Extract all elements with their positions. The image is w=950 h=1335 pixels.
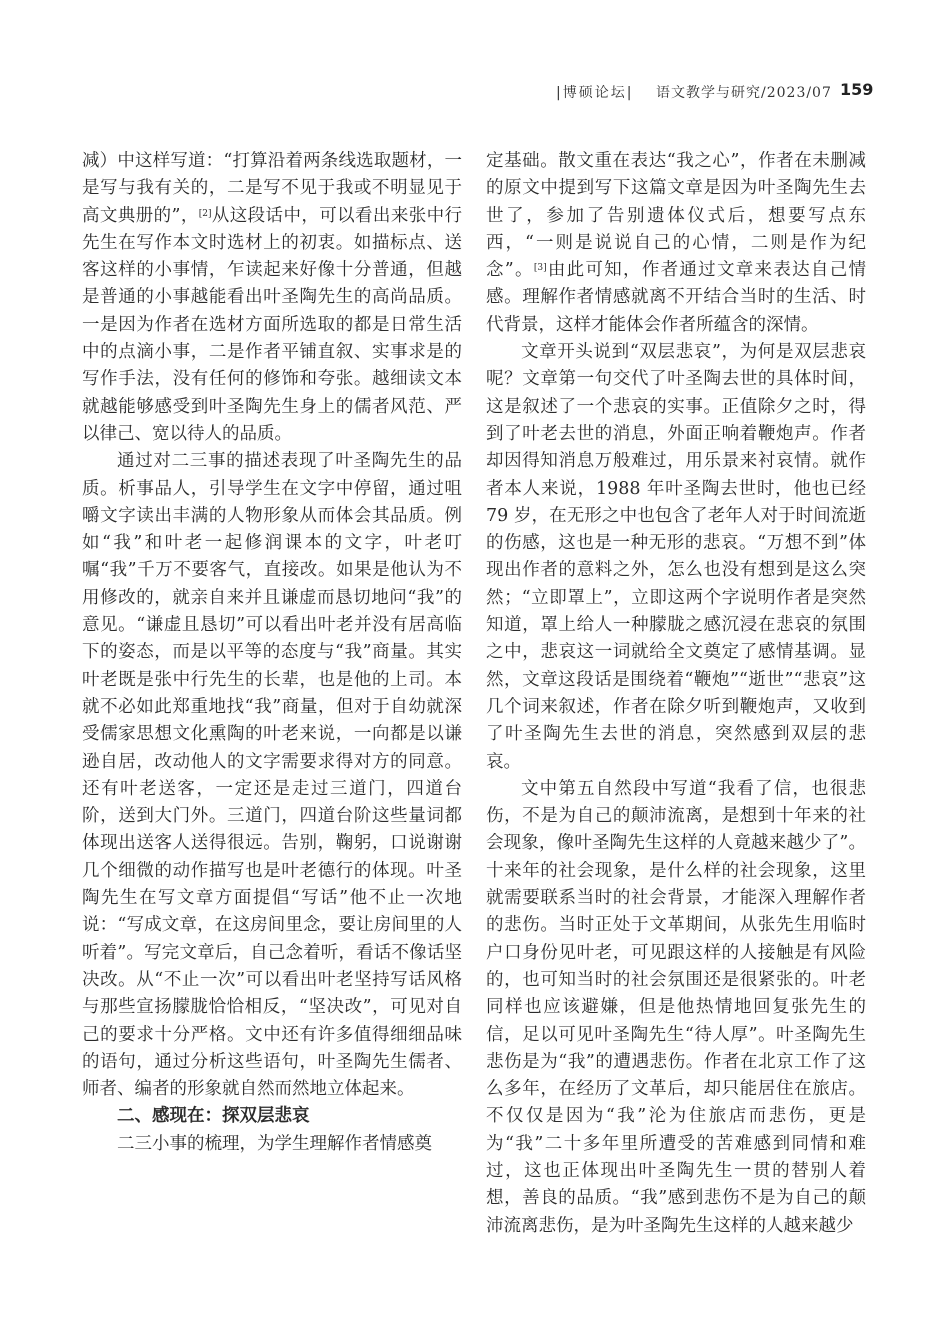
- paragraph: 二三小事的梳理，为学生理解作者情感奠: [117, 1133, 432, 1154]
- paragraph-text: 由此可知，作者通过文章来表达自己情感。理解作者情感就离不开结合当时的生活、时代背景，这样才能体会作者所蕴含的深情。: [486, 260, 867, 335]
- citation-ref: [2]: [198, 208, 212, 219]
- paragraph-text: 减）中这样写道：“打算沿着两条线选取题材，一是写与我有关的，二是写不见于我或不明显见于高文典册的”，: [82, 151, 462, 226]
- paragraph: 通过对二三事的描述表现了叶圣陶先生的品质。析事品人，引导学生在文字中停留，通过咀嚼文字读出丰满的人物形象从而体会其品质。例如“我”和叶老一起修润课本的文字，叶老叮嘱“我”千万不要客气，直接改。如果是他认为不用修改的，就亲自来并且谦虚而恳切地问“我”的意见。“谦虚且恳切”可以看出叶老并没有居高临下的姿态，而是以平等的态度与“我”商量。其实叶老既是张中行先生的长辈，也是他的上司。本就不必如此郑重地找“我”商量，但对于自幼就深受儒家思想文化熏陶的叶老来说，一向都是以谦逊自居，改动他人的文字需要求得对方的同意。还有叶老送客，一定还是走过三道门，四道台阶，送到大门外。三道门，四道台阶这些量词都体现出送客人送得很远。告别，鞠躬，口说谢谢几个细微的动作描写也是叶老德行的体现。叶圣陶先生在写文章方面提倡“写话”他不止一次地说：“写成文章，在这房间里念，要让房间里的人听着”。写完文章后，自己念着听，看话不像话坚决改。从“不止一次”可以看出叶老坚持写话风格与那些宣扬朦胧恰恰相反，“坚决改”，可见对自己的要求十分严格。文中还有许多值得细细品味的语句，通过分析这些语句，叶圣陶先生儒者、师者、编者的形象就自然而然地立体起来。: [82, 451, 462, 1100]
- citation-ref: [3]: [533, 263, 547, 274]
- running-header: [0, 82, 950, 102]
- journal-title: 语文教学与研究/2023/07: [656, 85, 832, 101]
- paragraph-text: 定基础。散文重在表达“我之心”，作者在未删减的原文中提到写下这篇文章是因为叶圣陶先生去世了，参加了告别遗体仪式后，想要写点东西，“一则是说说自己的心情，二则是作为纪念”。: [486, 151, 866, 281]
- section-label: |博硕论坛|: [556, 85, 634, 101]
- right-column: [486, 148, 866, 1240]
- page-number: 159: [840, 80, 874, 99]
- paragraph: [486, 148, 866, 339]
- paragraph-text: 从这段话中，可以看出来张中行先生在写作本文时选材上的初衷。如描标点、送客这样的小事情，乍读起来好像十分普通，但越是普通的小事越能看出叶圣陶先生的高尚品质。一是因为作者在选材方面所选取的都是日常生活中的点滴小事，二是作者平铺直叙、实事求是的写作手法，没有任何的修饰和夸张。越细读文本就越能够感受到叶圣陶先生身上的儒者风范、严以律己、宽以待人的品质。: [82, 205, 462, 444]
- paragraph: [82, 148, 462, 448]
- paragraph: 文中第五自然段中写道“我看了信，也很悲伤，不是为自己的颠沛流离，是想到十年来的社会现象，像叶圣陶先生这样的人竟越来越少了”。十来年的社会现象，是什么样的社会现象，这里就需要联系当时的社会背景，才能深入理解作者的悲伤。当时正处于文革期间，从张先生用临时户口身份见叶老，可见跟这样的人接触是有风险的，也可知当时的社会氛围还是很紧张的。叶老同样也应该避嫌，但是他热情地回复张先生的信，足以可见叶圣陶先生“待人厚”。叶圣陶先生悲伤是为“我”的遭遇悲伤。作者在北京工作了这么多年，在经历了文革后，却只能居住在旅店。不仅仅是因为“我”沦为住旅店而悲伤，更是为“我”二十多年里所遭受的苦难感到同情和难过，这也正体现出叶圣陶先生一贯的替别人着想，善良的品质。“我”感到悲伤不是为自己的颠沛流离悲伤，是为叶圣陶先生这样的人越来越少: [486, 778, 866, 1236]
- section-heading: 二、感现在：探双层悲哀: [117, 1106, 310, 1127]
- paragraph: 文章开头说到“双层悲哀”，为何是双层悲哀呢？文章第一句交代了叶圣陶去世的具体时间，这是叙述了一个悲哀的实事。正值除夕之时，得到了叶老去世的消息，外面正响着鞭炮声。作者却因得知消息万般难过，用乐景来衬哀情。就作者本人来说，1988 年叶圣陶去世时，他也已经 79 岁，在无形之中也包含了老年人对于时间流逝的伤感，这也是一种无形的悲哀。“万想不到”体现出作者的意料之外，怎么也没有想到是这么突然；“立即罩上”，立即这两个字说明作者是突然知道，罩上给人一种朦胧之感沉浸在悲哀的氛围之中，悲哀这一词就给全文奠定了感情基调。显然，文章这段话是围绕着“鞭炮”“逝世”“悲哀”这几个词来叙述，作者在除夕听到鞭炮声，又收到了叶圣陶先生去世的消息，突然感到双层的悲哀。: [486, 342, 866, 772]
- left-column: [82, 148, 462, 1158]
